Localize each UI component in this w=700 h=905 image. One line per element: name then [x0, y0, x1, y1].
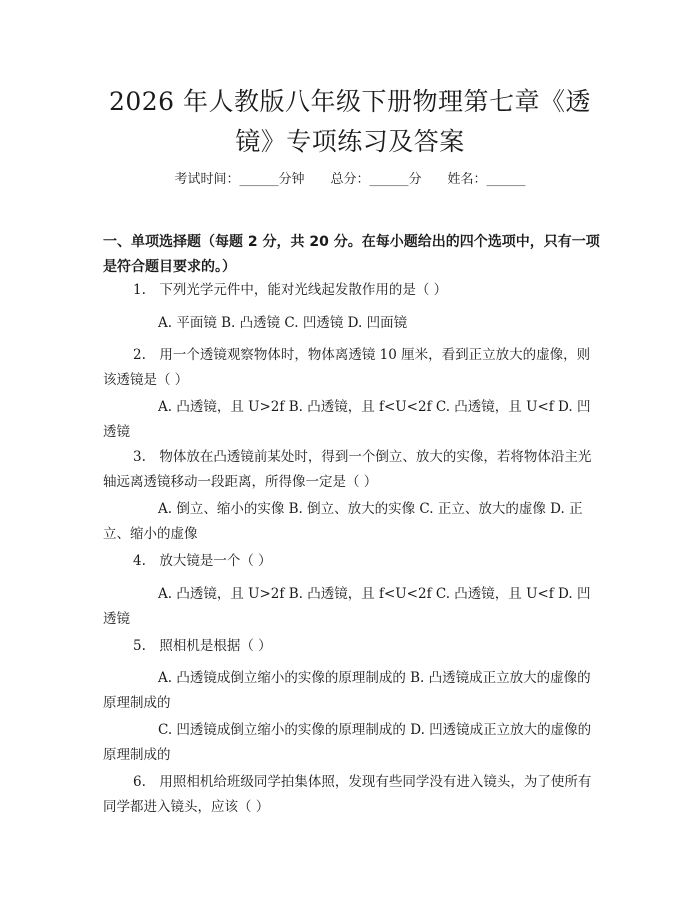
- question-3-options: A. 倒立、缩小的实像 B. 倒立、放大的实像 C. 正立、放大的虚像 D. 正立、缩小的虚像: [103, 501, 583, 542]
- question-2: 2. 用一个透镜观察物体时，物体离透镜 10 厘米，看到正立放大的虚像，则该透镜是（ ）: [103, 347, 591, 388]
- question-5: 5. 照相机是根据（ ）: [133, 638, 272, 654]
- question-3: 3. 物体放在凸透镜前某处时，得到一个倒立、放大的实像，若将物体沿主光轴远离透镜移动一段距离，所得像一定是（ ）: [103, 449, 592, 490]
- question-6: 6. 用照相机给班级同学拍集体照，发现有些同学没有进入镜头，为了使所有同学都进入镜头，应该（ ）: [103, 774, 592, 815]
- question-2-options: A. 凸透镜，且 U>2f B. 凸透镜，且 f<U<2f C. 凸透镜，且 U<f D. 凹透镜: [103, 399, 591, 440]
- document-title: 2026 年人教版八年级下册物理第七章《透镜》专项练习及答案: [108, 87, 592, 156]
- question-5-options-ab: A. 凸透镜成倒立缩小的实像的原理制成的 B. 凸透镜成正立放大的虚像的原理制成的: [103, 670, 591, 711]
- exam-info-line: 考试时间：______分钟 总分：______分 姓名：______: [174, 172, 526, 187]
- question-4: 4. 放大镜是一个（ ）: [133, 553, 272, 569]
- question-5-options-cd: C. 凹透镜成倒立缩小的实像的原理制成的 D. 凹透镜成正立放大的虚像的原理制成的: [103, 722, 592, 763]
- section-heading-single-choice: 一、单项选择题（每题 2 分，共 20 分。在每小题给出的四个选项中，只有一项是符合题目要求的。）: [103, 234, 600, 275]
- question-1-options: A. 平面镜 B. 凸透镜 C. 凹透镜 D. 凹面镜: [158, 315, 408, 331]
- question-1: 1. 下列光学元件中，能对光线起发散作用的是（ ）: [133, 282, 448, 298]
- question-4-options: A. 凸透镜，且 U>2f B. 凸透镜，且 f<U<2f C. 凸透镜，且 U<f D. 凹透镜: [103, 586, 591, 627]
